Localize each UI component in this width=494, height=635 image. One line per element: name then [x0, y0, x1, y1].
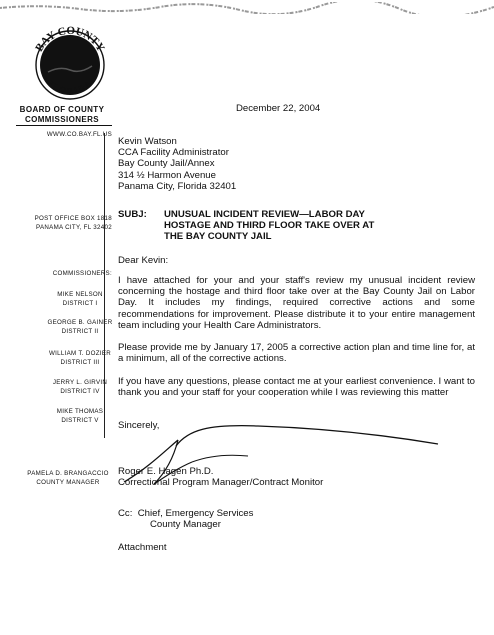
commissioner-entry: GEORGE B. GAINER DISTRICT II — [47, 319, 113, 335]
sidebar-address: POST OFFICE BOX 1818 PANAMA CITY, FL 32402 — [34, 215, 112, 231]
commissioner-entry: JERRY L. GIRVIN DISTRICT IV — [52, 379, 108, 395]
county-seal — [30, 26, 108, 104]
signer-block: Roger E. Hagen Ph.D. Correctional Program Manager/Contract Monitor — [118, 466, 324, 489]
letter-date: December 22, 2004 — [236, 103, 321, 114]
cc-line: Cc: Chief, Emergency Services — [118, 508, 254, 519]
attachment-note: Attachment — [118, 542, 167, 553]
body-paragraph: Please provide me by January 17, 2005 a corrective action plan and time line for, at a minimum, all of the corrective actions. — [118, 342, 475, 365]
commissioner-entry: WILLIAM T. DOZIER DISTRICT III — [48, 350, 112, 366]
divider — [16, 125, 112, 126]
closing: Sincerely, — [118, 420, 160, 431]
margin-rule — [104, 133, 105, 438]
sidebar-org: BOARD OF COUNTY COMMISSIONERS — [19, 105, 105, 124]
subject-line: UNUSUAL INCIDENT REVIEW—LABOR DAY HOSTAGE AND THIRD FLOOR TAKE OVER AT THE BAY COUNTY JAIL — [164, 209, 375, 243]
body-paragraph: I have attached for your and your staff's review my unusual incident review concerning the hostage and third floor take over at the Bay County Jail on Labor Day. It includes my findings, required corrective actions and some recommendations for improvement. Please distribute it to your entire management team including your Health Care Administrators. — [118, 275, 475, 331]
sidebar-website: WWW.CO.BAY.FL.US — [46, 131, 112, 138]
commissioner-entry: MIKE NELSON DISTRICT I — [57, 291, 103, 307]
commissioner-entry: MIKE THOMAS DISTRICT V — [56, 408, 104, 424]
seal-bottom-text: FLORIDA — [45, 78, 95, 96]
recipient-address: Kevin Watson CCA Facility Administrator Bay County Jail/Annex 314 ½ Harmon Avenue Panama City, Florida 32401 — [118, 136, 237, 192]
commissioners-heading: COMMISSIONERS: — [52, 270, 112, 277]
cc-line-2: County Manager — [150, 519, 221, 530]
subject-label: SUBJ: — [118, 209, 147, 220]
body-paragraph: If you have any questions, please contact me at your earliest convenience. I want to thank you and your staff for your cooperation while I was reviewing this matter — [118, 376, 475, 399]
fax-header-noise — [0, 2, 494, 14]
salutation: Dear Kevin: — [118, 255, 169, 266]
seal-top-text: BAY COUNTY — [33, 26, 107, 54]
county-manager: PAMELA D. BRANGACCIO COUNTY MANAGER — [27, 470, 109, 486]
